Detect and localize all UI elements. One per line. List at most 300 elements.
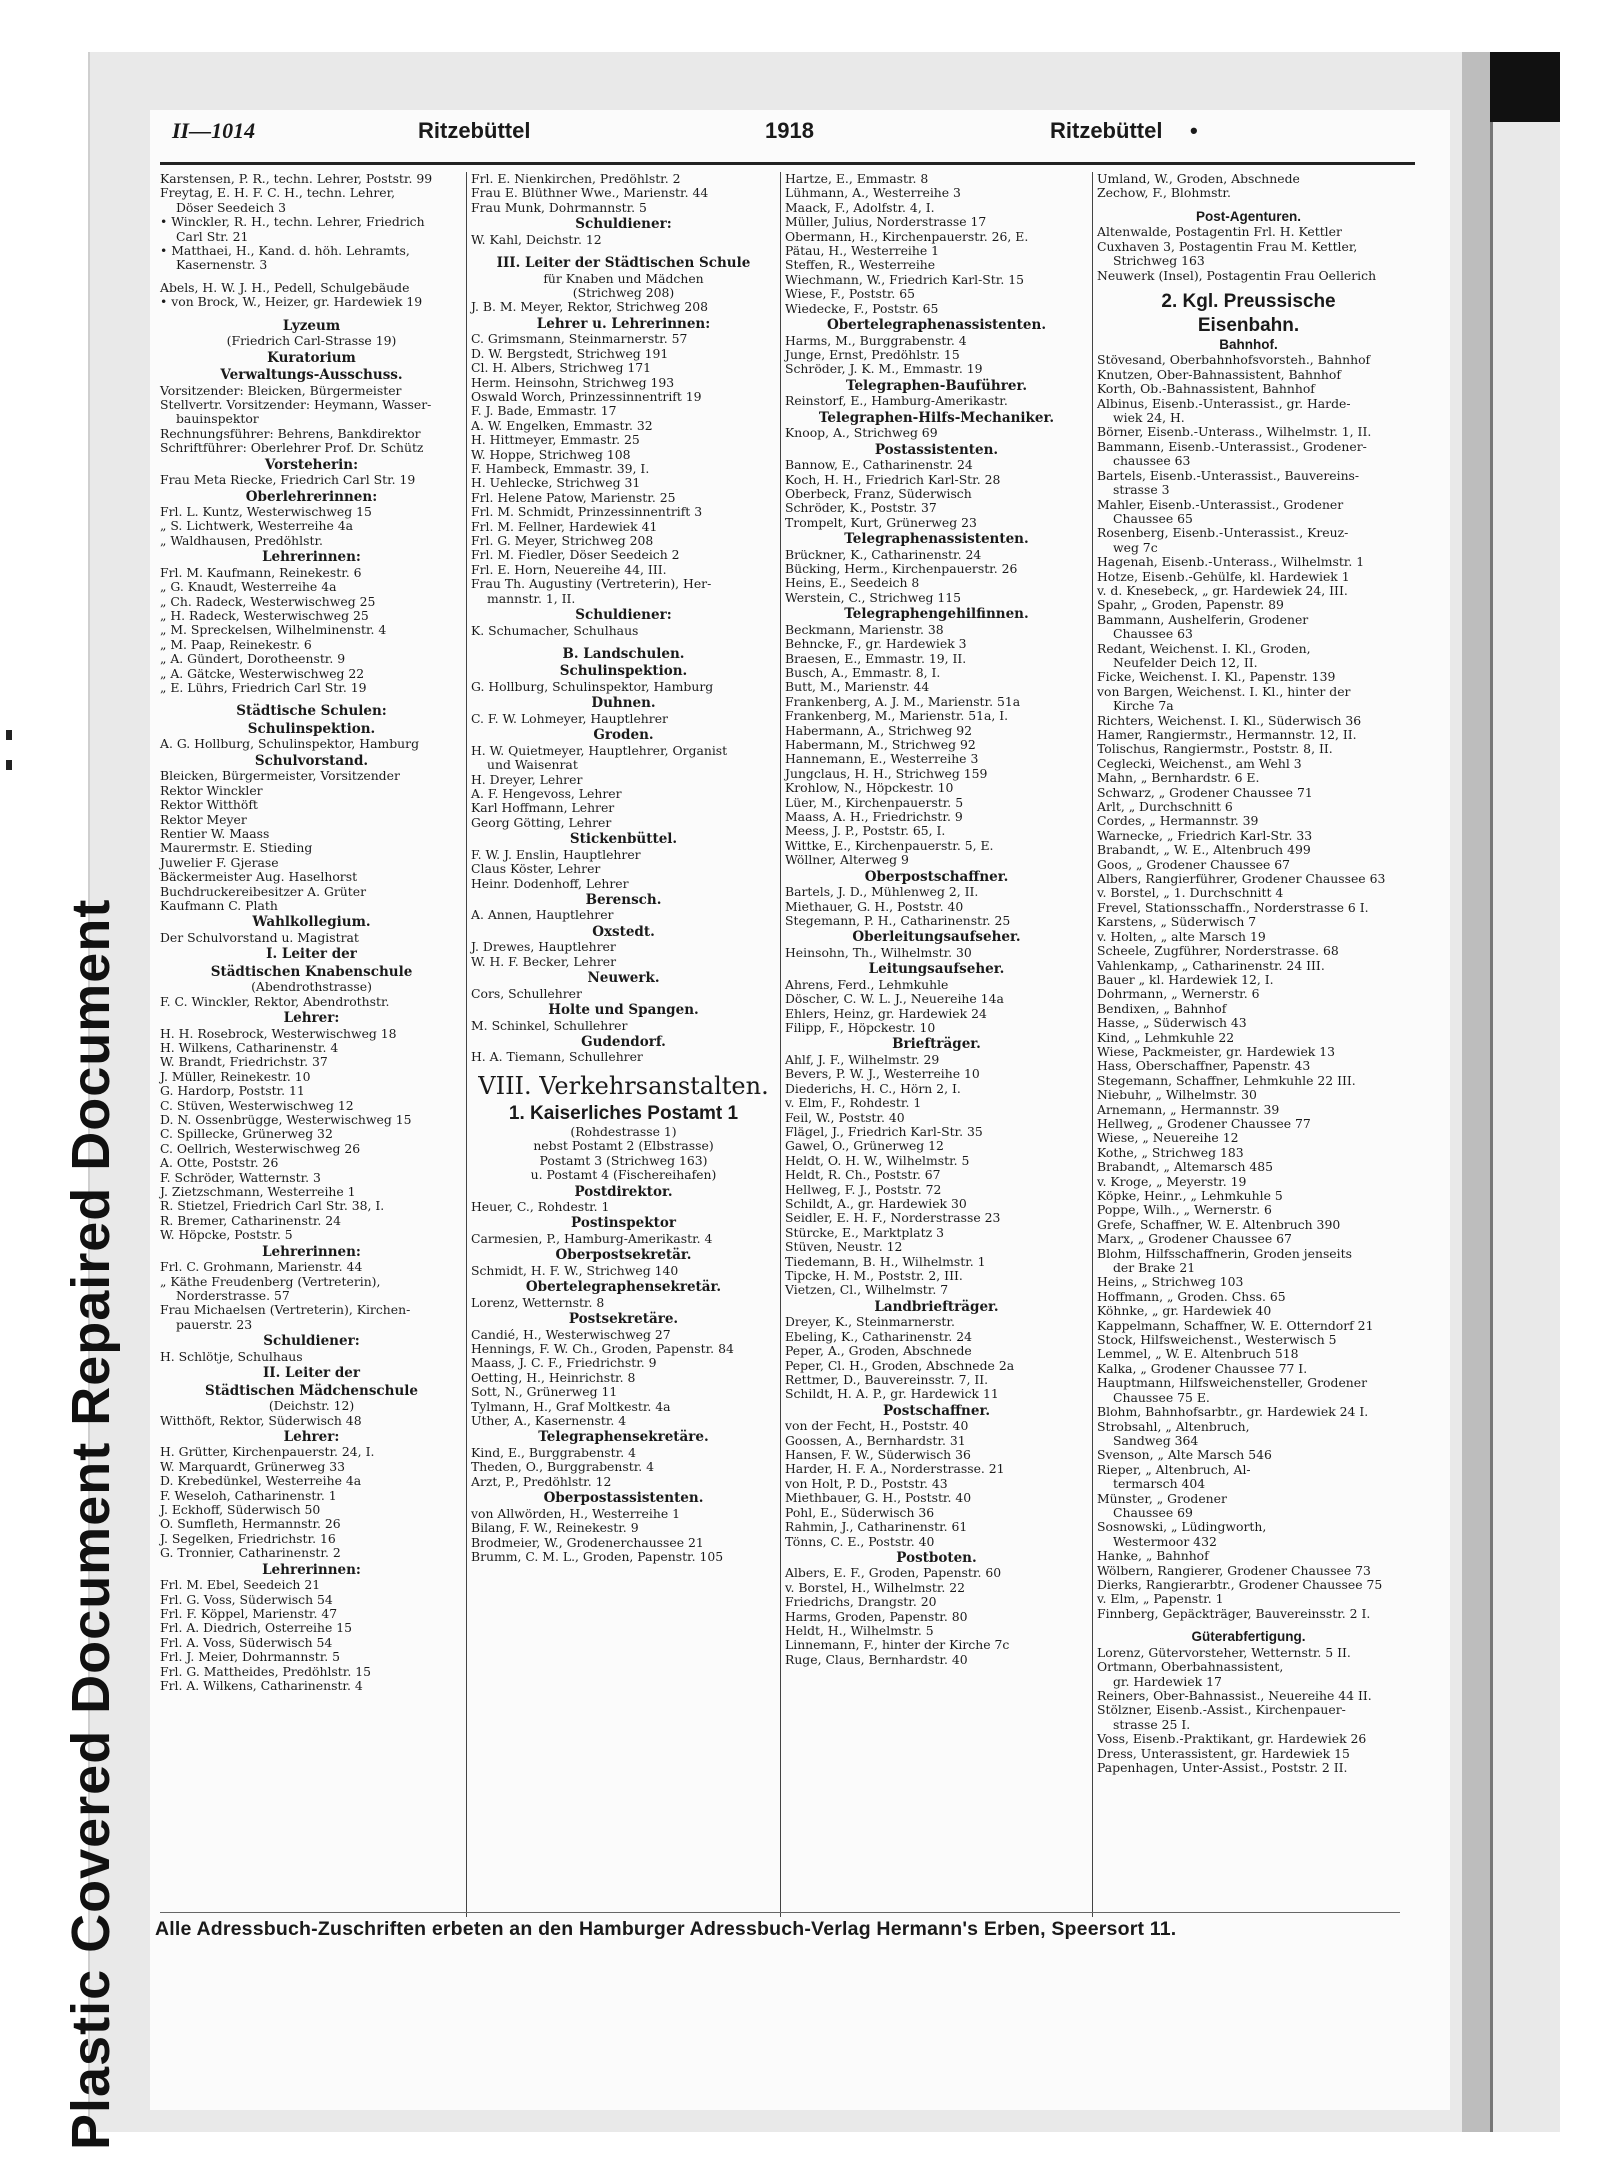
directory-entry: strasse 3 — [1113, 482, 1170, 498]
directory-entry: Cordes, „ Hermannstr. 39 — [1097, 813, 1259, 829]
directory-entry: Wölbern, Rangierer, Grodener Chaussee 73 — [1097, 1562, 1371, 1578]
directory-entry: Hoffmann, „ Groden. Chss. 65 — [1097, 1288, 1286, 1304]
directory-entry: Tolischus, Rangiermstr., Poststr. 8, II. — [1097, 741, 1333, 757]
directory-entry: Steffen, R., Westerreihe — [785, 257, 936, 273]
directory-entry: Kind, „ Lehmkuhle 22 — [1097, 1029, 1235, 1045]
directory-entry: Finnberg, Gepäckträger, Bauvereinsstr. 2 I. — [1097, 1605, 1371, 1621]
directory-entry: A. F. Hengevoss, Lehrer — [471, 786, 622, 801]
directory-entry: Tylmann, H., Graf Moltkestr. 4a — [471, 1398, 671, 1414]
section-heading: Wahlkollegium. — [252, 914, 371, 931]
directory-entry: Stock, Hilfsweichenst., Westerwisch 5 — [1097, 1332, 1337, 1348]
directory-entry: Dierks, Rangierarbtr., Grodener Chaussee 75 — [1097, 1576, 1383, 1592]
footer-rule — [160, 1912, 1400, 1913]
directory-entry: Lühmann, A., Westerreihe 3 — [785, 185, 961, 201]
directory-entry: Schildt, H. A. P., gr. Hardewick 11 — [785, 1386, 999, 1402]
directory-columns — [160, 172, 1400, 1917]
directory-entry: Frau Meta Riecke, Friedrich Carl Str. 19 — [160, 472, 416, 488]
directory-entry: H. Grütter, Kirchenpauerstr. 24, I. — [160, 1444, 375, 1460]
section-heading: Vorsteherin: — [264, 456, 359, 473]
directory-entry: v. Elm, „ Papenstr. 1 — [1097, 1591, 1224, 1607]
directory-entry: H. Hittmeyer, Emmastr. 25 — [471, 432, 640, 448]
directory-entry: M. Schinkel, Schullehrer — [471, 1017, 628, 1033]
directory-entry: v. Elm, F., Rohdestr. 1 — [785, 1095, 922, 1111]
directory-entry: Butt, M., Marienstr. 44 — [785, 679, 930, 695]
directory-entry: Maack, F., Adolfstr. 4, I. — [785, 199, 935, 215]
publisher-footer: Alle Adressbuch-Zuschriften erbeten an den Hamburger Adressbuch-Verlag Hermann's Erben, Speersort 11. — [155, 1918, 1177, 1940]
directory-entry: C. F. W. Lohmeyer, Hauptlehrer — [471, 710, 668, 726]
section-heading: Oberpostschaffner. — [864, 868, 1009, 885]
directory-entry: Brückner, K., Catharinenstr. 24 — [785, 546, 982, 562]
scan-corner-mark — [1490, 52, 1560, 122]
directory-entry: „ M. Paap, Reinekestr. 6 — [160, 636, 312, 652]
directory-entry: Schmidt, H. F. W., Strichweg 140 — [471, 1262, 679, 1278]
directory-entry: Heuer, C., Rohdestr. 1 — [471, 1199, 610, 1214]
header-place-left: Ritzebüttel — [418, 118, 531, 143]
directory-entry: Schriftführer: Oberlehrer Prof. Dr. Schütz — [160, 440, 424, 456]
directory-entry: Rieper, „ Altenbruch, Al- — [1097, 1461, 1251, 1477]
directory-entry: Theden, O., Burggrabenstr. 4 — [471, 1459, 655, 1475]
side-label — [0, 0, 121, 2177]
section-heading: III. Leiter der Städtischen Schule — [496, 255, 751, 272]
directory-entry: Karstensen, P. R., techn. Lehrer, Poststr. 99 — [160, 171, 433, 186]
directory-entry: W. Brandt, Friedrichstr. 37 — [160, 1054, 328, 1070]
directory-entry: Schwarz, „ Grodener Chaussee 71 — [1097, 784, 1313, 800]
directory-entry: Frl. L. Kuntz, Westerwischweg 15 — [160, 504, 372, 519]
section-heading: 2. Kgl. Preussische — [1161, 290, 1336, 312]
directory-entry: Ficke, Weichenst. I. Kl., Papenstr. 139 — [1097, 669, 1336, 685]
directory-entry: wiek 24, H. — [1113, 410, 1185, 426]
directory-entry: Herm. Heinsohn, Strichweg 193 — [471, 374, 675, 390]
directory-entry: (Abendrothstrasse) — [251, 979, 372, 995]
section-heading: Oberpostassistenten. — [543, 1490, 704, 1507]
directory-entry: Chaussee 69 — [1113, 1504, 1193, 1520]
directory-entry: von der Fecht, H., Poststr. 40 — [785, 1418, 969, 1434]
directory-entry: weg 7c — [1113, 539, 1158, 555]
directory-entry: Neufelder Deich 12, II. — [1113, 654, 1258, 670]
directory-entry: Frankenberg, A. J. M., Marienstr. 51a — [785, 693, 1021, 709]
directory-entry: Albers, Rangierführer, Grodener Chaussee 63 — [1097, 871, 1386, 887]
section-heading: Lehrerinnen: — [262, 549, 361, 566]
directory-entry: Linnemann, F., hinter der Kirche 7c — [785, 1637, 1010, 1653]
directory-entry: Der Schulvorstand u. Magistrat — [160, 929, 359, 945]
directory-entry: Korth, Ob.-Bahnassistent, Bahnhof — [1097, 381, 1315, 397]
directory-entry: Börner, Eisenb.-Unterass., Wilhelmstr. 1, II. — [1097, 424, 1372, 440]
section-heading: Verwaltungs-Ausschuss. — [220, 367, 403, 384]
section-heading: Güterabfertigung. — [1191, 1629, 1306, 1645]
directory-entry: „ Ch. Radeck, Westerwischweg 25 — [160, 593, 376, 609]
directory-entry: Maurermstr. E. Stieding — [160, 840, 313, 856]
directory-entry: H. Schlötje, Schulhaus — [160, 1348, 303, 1364]
section-heading: Schulinspektion. — [247, 720, 376, 737]
directory-entry: pauerstr. 23 — [176, 1316, 253, 1332]
directory-entry: Oswald Worch, Prinzessinnentrift 19 — [471, 388, 702, 404]
directory-entry: Rektor Witthöft — [160, 797, 258, 813]
section-heading: Telegraphengehilfinnen. — [844, 606, 1029, 623]
directory-entry: Goossen, A., Bernhardstr. 31 — [785, 1432, 966, 1448]
directory-entry: gr. Hardewiek 17 — [1113, 1673, 1222, 1689]
directory-entry: H. Uehlecke, Strichweg 31 — [471, 475, 641, 491]
directory-entry: Lemmel, „ W. E. Altenbruch 518 — [1097, 1346, 1299, 1362]
directory-entry: G. Hardorp, Poststr. 11 — [160, 1083, 305, 1099]
section-heading: Oberpostsekretär. — [555, 1247, 692, 1264]
directory-entry: H. A. Tiemann, Schullehrer — [471, 1049, 643, 1065]
directory-entry: Hannemann, E., Westerreihe 3 — [785, 751, 979, 767]
section-heading: Lehrer: — [283, 1428, 340, 1445]
directory-entry: Heinsohn, Th., Wilhelmstr. 30 — [785, 944, 972, 960]
directory-entry: Stüven, Neustr. 12 — [785, 1239, 903, 1255]
directory-entry: Cuxhaven 3, Postagentin Frau M. Kettler, — [1097, 238, 1358, 254]
directory-entry: Habermann, M., Strichweg 92 — [785, 737, 976, 752]
section-heading: Holte und Spangen. — [548, 1002, 699, 1019]
directory-entry: Chaussee 63 — [1113, 626, 1193, 642]
directory-entry: Maass, J. C. F., Friedrichstr. 9 — [471, 1355, 657, 1371]
directory-entry: Vahlenkamp, „ Catharinenstr. 24 III. — [1097, 957, 1325, 973]
directory-entry: Maass, A. H., Friedrichstr. 9 — [785, 809, 963, 825]
directory-entry: G. Hollburg, Schulinspektor, Hamburg — [471, 678, 714, 694]
directory-entry: Wiese, „ Neuereihe 12 — [1097, 1130, 1239, 1146]
directory-entry: Frl. G. Meyer, Strichweg 208 — [471, 533, 654, 549]
directory-entry: v. Borstel, „ 1. Durchschnitt 4 — [1097, 885, 1284, 901]
directory-entry: Georg Götting, Lehrer — [471, 814, 612, 830]
directory-entry: Busch, A., Emmastr. 8, I. — [785, 664, 941, 680]
directory-entry: • Matthaei, H., Kand. d. höh. Lehramts, — [160, 243, 410, 259]
directory-entry: Harms, Groden, Papenstr. 80 — [785, 1608, 968, 1624]
directory-entry: Friedrichs, Drangstr. 20 — [785, 1594, 937, 1610]
directory-entry: Werstein, C., Strichweg 115 — [785, 589, 962, 605]
directory-entry: Behncke, F., gr. Hardewiek 3 — [785, 636, 967, 652]
directory-entry: Ahrens, Ferd., Lehmkuhle — [785, 976, 949, 992]
directory-entry: Ebeling, K., Catharinenstr. 24 — [785, 1328, 973, 1344]
directory-entry: Koch, H. H., Friedrich Karl-Str. 28 — [785, 471, 1001, 487]
directory-entry: Oetting, H., Heinrichstr. 8 — [471, 1369, 636, 1385]
directory-entry: v. Borstel, H., Wilhelmstr. 22 — [785, 1579, 966, 1595]
directory-entry: Bücking, Herm., Kirchenpauerstr. 26 — [785, 561, 1018, 577]
directory-entry: bauinspektor — [176, 411, 259, 427]
directory-entry: Stürcke, E., Marktplatz 3 — [785, 1224, 944, 1240]
header-rule — [160, 162, 1415, 165]
directory-entry: Stölzner, Eisenb.-Assist., Kirchenpauer- — [1097, 1702, 1346, 1718]
directory-entry: Buchdruckereibesitzer A. Grüter — [160, 883, 366, 899]
directory-entry: D. N. Ossenbrügge, Westerwischweg 15 — [160, 1112, 412, 1127]
section-heading: Lyzeum — [282, 317, 341, 334]
directory-entry: Heldt, O. H. W., Wilhelmstr. 5 — [785, 1152, 970, 1168]
directory-entry: Bendixen, „ Bahnhof — [1097, 1000, 1227, 1016]
directory-entry: Diederichs, H. C., Hörn 2, I. — [785, 1080, 961, 1096]
directory-entry: Knutzen, Ober-Bahnassistent, Bahnhof — [1097, 366, 1341, 382]
directory-entry: Ortmann, Oberbahnassistent, — [1097, 1659, 1284, 1675]
directory-entry: W. Hoppe, Strichweg 108 — [471, 446, 631, 462]
directory-entry: Heins, „ Strichweg 103 — [1097, 1274, 1244, 1290]
directory-entry: C. Stüven, Westerwischweg 12 — [160, 1097, 354, 1113]
directory-entry: Albers, E. F., Groden, Papenstr. 60 — [785, 1565, 1002, 1581]
directory-entry: Köhnke, „ gr. Hardewiek 40 — [1097, 1303, 1272, 1319]
directory-entry: Jungclaus, H. H., Strichweg 159 — [785, 765, 988, 781]
section-heading: Obertelegraphenassistenten. — [826, 317, 1047, 334]
section-heading: Telegraphen-Bauführer. — [845, 377, 1028, 394]
section-heading: Postboten. — [896, 1549, 977, 1566]
directory-entry: H. Wilkens, Catharinenstr. 4 — [160, 1039, 339, 1055]
section-heading: Leitungsaufseher. — [868, 961, 1005, 978]
section-heading: Postschaffner. — [882, 1402, 991, 1419]
section-heading: Postassistenten. — [874, 441, 999, 458]
directory-entry: Grefe, Schaffner, W. E. Altenbruch 390 — [1097, 1216, 1341, 1232]
directory-entry: Poppe, Wilh., „ Wernerstr. 6 — [1097, 1202, 1272, 1218]
section-heading: Bahnhof. — [1219, 336, 1278, 352]
directory-entry: Frl. A. Wilkens, Catharinenstr. 4 — [160, 1678, 363, 1693]
section-heading: Postinspektor — [571, 1215, 676, 1232]
directory-entry: Cl. H. Albers, Strichweg 171 — [471, 360, 652, 376]
section-heading: 1. Kaiserliches Postamt 1 — [508, 1102, 739, 1124]
directory-entry: • von Brock, W., Heizer, gr. Hardewiek 19 — [160, 294, 423, 310]
directory-entry: Hartze, E., Emmastr. 8 — [785, 171, 929, 186]
directory-entry: Warnecke, „ Friedrich Karl-Str. 33 — [1097, 827, 1313, 843]
directory-entry: Brumm, C. M. L., Groden, Papenstr. 105 — [471, 1548, 724, 1564]
directory-entry: Frl. M. Fellner, Hardewiek 41 — [471, 518, 658, 534]
directory-entry: Strobsahl, „ Altenbruch, — [1097, 1418, 1250, 1434]
directory-entry: Tönns, C. E., Poststr. 40 — [785, 1533, 935, 1549]
directory-entry: Sandweg 364 — [1113, 1432, 1199, 1448]
directory-entry: Hamer, Rangiermstr., Hermannstr. 12, II. — [1097, 727, 1357, 742]
directory-entry: Hotze, Eisenb.-Gehülfe, kl. Hardewiek 1 — [1097, 568, 1350, 584]
directory-entry: J. Segelken, Friedrichstr. 16 — [160, 1530, 336, 1546]
directory-entry: Bammann, Aushelferin, Grodener — [1097, 611, 1309, 627]
directory-entry: Zechow, F., Blohmstr. — [1097, 185, 1231, 201]
section-heading: Berensch. — [585, 891, 662, 908]
directory-entry: Pohl, E., Süderwisch 36 — [785, 1504, 935, 1520]
directory-entry: Richters, Weichenst. I. Kl., Süderwisch 36 — [1097, 712, 1362, 728]
directory-entry: Tiedemann, B. H., Wilhelmstr. 1 — [785, 1253, 986, 1269]
directory-entry: Köpke, Heinr., „ Lehmkuhle 5 — [1097, 1188, 1283, 1203]
directory-entry: Bäckermeister Aug. Haselhorst — [160, 869, 358, 885]
directory-entry: C. Oellrich, Westerwischweg 26 — [160, 1140, 361, 1156]
section-heading: Lehrerinnen: — [262, 1243, 361, 1260]
directory-entry: Mahler, Eisenb.-Unterassist., Grodener — [1097, 496, 1344, 512]
directory-entry: Stegemann, P. H., Catharinenstr. 25 — [785, 912, 1011, 928]
directory-entry: Beckmann, Marienstr. 38 — [785, 621, 944, 637]
directory-entry: u. Postamt 4 (Fischereihafen) — [530, 1167, 717, 1183]
directory-entry: v. d. Knesebeck, „ gr. Hardewiek 24, III. — [1097, 582, 1348, 598]
directory-entry: Döscher, C. W. L. J., Neuereihe 14a — [785, 991, 1004, 1007]
directory-entry: der Brake 21 — [1113, 1260, 1196, 1276]
section-heading: Stickenbüttel. — [569, 831, 678, 848]
directory-entry: Brodmeier, W., Grodenerchaussee 21 — [471, 1534, 704, 1550]
directory-entry: Dohrmann, „ Wernerstr. 6 — [1097, 986, 1260, 1002]
directory-entry: Arlt, „ Durchschnitt 6 — [1097, 799, 1233, 815]
directory-entry: H. Dreyer, Lehrer — [471, 771, 583, 787]
directory-entry: termarsch 404 — [1113, 1476, 1206, 1492]
directory-entry: F. W. J. Enslin, Hauptlehrer — [471, 846, 641, 862]
scan-edge-shadow — [1462, 52, 1490, 2132]
directory-entry: Heins, E., Seedeich 8 — [785, 575, 920, 591]
section-heading: Gudendorf. — [581, 1033, 666, 1050]
directory-entry: Flägel, J., Friedrich Karl-Str. 35 — [785, 1123, 983, 1139]
directory-entry: Hass, Oberschaffner, Papenstr. 43 — [1097, 1058, 1311, 1074]
directory-entry: Wiechmann, W., Friedrich Karl-Str. 15 — [785, 271, 1024, 287]
directory-entry: Frl. M. Kaufmann, Reinekestr. 6 — [160, 564, 362, 580]
directory-entry: Bevers, P. W. J., Westerreihe 10 — [785, 1066, 980, 1082]
section-heading: Oberleitungsaufseher. — [852, 929, 1021, 946]
directory-entry: Sosnowski, „ Lüdingworth, — [1097, 1519, 1267, 1535]
section-heading: Post-Agenturen. — [1195, 208, 1301, 224]
directory-entry: Frau Michaelsen (Vertreterin), Kirchen- — [160, 1302, 411, 1318]
header-year: 1918 — [765, 118, 814, 143]
directory-entry: Bartels, J. D., Mühlenweg 2, II. — [785, 884, 979, 900]
directory-entry: R. Stietzel, Friedrich Carl Str. 38, I. — [160, 1198, 385, 1214]
directory-entry: Frl. A. Diedrich, Osterreihe 15 — [160, 1620, 353, 1636]
directory-entry: Peper, Cl. H., Groden, Abschnede 2a — [785, 1357, 1015, 1373]
section-heading: Eisenbahn. — [1197, 314, 1300, 336]
section-heading: Schuldiener: — [575, 216, 672, 233]
directory-entry: D. Krebedünkel, Westerreihe 4a — [160, 1473, 362, 1489]
section-heading: Oxstedt. — [592, 923, 655, 940]
section-heading: I. Leiter der — [266, 946, 357, 963]
directory-entry: Frevel, Stationsschaffn., Norderstrasse 6 I. — [1097, 899, 1369, 915]
directory-entry: „ Waldhausen, Predöhlstr. — [160, 532, 323, 548]
directory-entry: Kothe, „ Strichweg 183 — [1097, 1144, 1244, 1160]
directory-entry: Heldt, R. Ch., Poststr. 67 — [785, 1167, 941, 1183]
directory-entry: Kappelmann, Schaffner, W. E. Otterndorf 21 — [1097, 1317, 1374, 1333]
directory-entry: Feil, W., Poststr. 40 — [785, 1109, 905, 1125]
directory-entry: J. Müller, Reinekestr. 10 — [160, 1068, 311, 1084]
section-heading: Lehrer: — [283, 1010, 340, 1027]
directory-entry: Westermoor 432 — [1113, 1533, 1217, 1549]
directory-entry: Arzt, P., Predöhlstr. 12 — [471, 1473, 612, 1489]
section-heading: Schulinspektion. — [559, 663, 688, 680]
directory-entry: nebst Postamt 2 (Elbstrasse) — [533, 1138, 714, 1154]
directory-entry: von Holt, P. D., Poststr. 43 — [785, 1475, 948, 1491]
directory-entry: für Knaben und Mädchen — [543, 270, 704, 286]
directory-entry: K. Schumacher, Schulhaus — [471, 622, 639, 638]
directory-entry: (Rohdestrasse 1) — [570, 1123, 677, 1139]
directory-entry: Norderstrasse. 57 — [176, 1287, 290, 1303]
directory-entry: Heinr. Dodenhoff, Lehrer — [471, 875, 629, 891]
directory-entry: F. C. Winckler, Rektor, Abendrothstr. — [160, 993, 390, 1009]
directory-entry: H. H. Rosebrock, Westerwischweg 18 — [160, 1025, 397, 1041]
directory-entry: Bannow, E., Catharinenstr. 24 — [785, 457, 973, 473]
column-2 — [471, 172, 776, 1917]
directory-entry: Cors, Schullehrer — [471, 985, 582, 1001]
directory-entry: Redant, Weichenst. I. Kl., Groden, — [1097, 640, 1311, 656]
directory-entry: Hennings, F. W. Ch., Groden, Papenstr. 84 — [471, 1341, 734, 1357]
directory-entry: O. Sumfleth, Hermannstr. 26 — [160, 1516, 341, 1532]
side-label-text: Plastic Covered Document Repaired Document — [61, 898, 121, 2150]
directory-entry: Habermann, A., Strichweg 92 — [785, 722, 972, 738]
directory-entry: Müller, Julius, Norderstrasse 17 — [785, 214, 987, 230]
directory-entry: Chaussee 65 — [1113, 510, 1193, 526]
section-heading: Telegraphenassistenten. — [844, 531, 1029, 548]
directory-entry: Lüer, M., Kirchenpauerstr. 5 — [785, 794, 964, 810]
directory-entry: Bammann, Eisenb.-Unterassist., Grodener- — [1097, 438, 1367, 454]
directory-entry: „ H. Radeck, Westerwischweg 25 — [160, 607, 369, 623]
directory-entry: Frl. E. Horn, Neuereihe 44, III. — [471, 561, 667, 577]
section-heading: B. Landschulen. — [562, 645, 685, 662]
directory-entry: Schröder, J. K. M., Emmastr. 19 — [785, 361, 983, 377]
directory-entry: Tipcke, H. M., Poststr. 2, III. — [785, 1268, 963, 1283]
section-heading: Städtische Schulen: — [236, 703, 387, 720]
directory-entry: Heldt, H., Wilhelmstr. 5 — [785, 1623, 934, 1639]
directory-entry: Peper, A., Groden, Abschnede — [785, 1343, 972, 1359]
directory-entry: Neuwerk (Insel), Postagentin Frau Oellerich — [1097, 267, 1377, 283]
directory-entry: Papenhagen, Unter-Assist., Poststr. 2 II. — [1097, 1759, 1348, 1775]
directory-entry: Lorenz, Wetternstr. 8 — [471, 1294, 605, 1310]
directory-entry: Reiners, Ober-Bahnassist., Neuereihe 44 II. — [1097, 1687, 1372, 1703]
directory-entry: (Deichstr. 12) — [268, 1398, 355, 1414]
section-heading: Städtischen Mädchenschule — [204, 1382, 418, 1399]
directory-entry: A. Otte, Poststr. 26 — [160, 1155, 279, 1171]
directory-entry: Schröder, K., Poststr. 37 — [785, 500, 937, 516]
directory-entry: Hagenah, Eisenb.-Unterass., Wilhelmstr. 1 — [1097, 554, 1365, 570]
directory-entry: v. Kroge, „ Meyerstr. 19 — [1097, 1173, 1247, 1189]
directory-entry: Wiese, Packmeister, gr. Hardewiek 13 — [1097, 1043, 1336, 1059]
directory-entry: Ehlers, Heinz, gr. Hardewiek 24 — [785, 1005, 987, 1021]
directory-entry: Svenson, „ Alte Marsch 546 — [1097, 1447, 1272, 1463]
directory-entry: Uther, A., Kasernenstr. 4 — [471, 1413, 627, 1429]
directory-entry: Münster, „ Grodener — [1097, 1490, 1227, 1506]
column-4 — [1097, 172, 1400, 1917]
page-header — [160, 118, 1420, 148]
directory-entry: Frau Th. Augustiny (Vertreterin), Her- — [471, 576, 712, 592]
directory-entry: Hanke, „ Bahnhof — [1097, 1548, 1209, 1564]
directory-entry: Frl. G. Mattheides, Predöhlstr. 15 — [160, 1663, 371, 1679]
directory-entry: Harms, M., Burggrabenstr. 4 — [785, 332, 967, 348]
directory-entry: Postamt 3 (Strichweg 163) — [539, 1152, 708, 1168]
section-heading: VIII. Verkehrsanstalten. — [478, 1071, 769, 1100]
directory-entry: F. J. Bade, Emmastr. 17 — [471, 403, 617, 419]
directory-entry: Stegemann, Schaffner, Lehmkuhle 22 III. — [1097, 1072, 1356, 1088]
directory-entry: Chaussee 75 E. — [1113, 1389, 1210, 1405]
directory-entry: W. Höpcke, Poststr. 5 — [160, 1227, 293, 1243]
section-heading: Lehrer u. Lehrerinnen: — [536, 315, 711, 332]
directory-entry: Kasernenstr. 3 — [176, 257, 268, 273]
directory-entry: Rentier W. Maass — [160, 825, 270, 841]
directory-entry: Albinus, Eisenb.-Unterassist., gr. Harde- — [1097, 395, 1351, 411]
section-heading: Postdirektor. — [574, 1183, 673, 1200]
directory-entry: Rektor Meyer — [160, 811, 247, 827]
directory-entry: Bleicken, Bürgermeister, Vorsitzender — [160, 768, 400, 784]
directory-entry: Frl. C. Grohmann, Marienstr. 44 — [160, 1259, 363, 1275]
directory-entry: Trompelt, Kurt, Grünerweg 23 — [785, 514, 977, 530]
directory-entry: Bauer „ kl. Hardewiek 12, I. — [1097, 971, 1274, 987]
section-heading: Schulvorstand. — [254, 752, 369, 769]
directory-entry: mannstr. 1, II. — [487, 590, 576, 606]
section-heading: Schuldiener: — [263, 1333, 360, 1350]
directory-entry: „ G. Knaudt, Westerreihe 4a — [160, 579, 337, 595]
directory-entry: Carmesien, P., Hamburg-Amerikastr. 4 — [471, 1230, 713, 1246]
directory-entry: • Winckler, R. H., techn. Lehrer, Friedrich — [160, 214, 425, 230]
directory-entry: D. W. Bergstedt, Strichweg 191 — [471, 345, 669, 361]
directory-entry: v. Holten, „ alte Marsch 19 — [1097, 928, 1266, 944]
directory-entry: Karstens, „ Süderwisch 7 — [1097, 914, 1257, 930]
directory-entry: „ E. Lührs, Friedrich Carl Str. 19 — [160, 679, 367, 695]
directory-entry: Dress, Unterassistent, gr. Hardewiek 15 — [1097, 1745, 1350, 1761]
directory-entry: Seidler, E. H. F., Norderstrasse 23 — [785, 1210, 1001, 1226]
page-number: II—1014 — [172, 118, 256, 143]
section-heading: Kuratorium — [267, 349, 356, 366]
directory-entry: Vietzen, Cl., Wilhelmstr. 7 — [785, 1282, 949, 1298]
directory-entry: Vorsitzender: Bleicken, Bürgermeister — [160, 382, 402, 398]
directory-entry: Harder, H. F. A., Norderstrasse. 21 — [785, 1461, 1005, 1477]
directory-entry: F. Schröder, Watternstr. 3 — [160, 1169, 321, 1185]
directory-entry: Hansen, F. W., Süderwisch 36 — [785, 1447, 971, 1463]
directory-entry: G. Tronnier, Catharinenstr. 2 — [160, 1545, 341, 1561]
directory-entry: Oberbeck, Franz, Süderwisch — [785, 485, 972, 501]
section-heading: Schuldiener: — [575, 607, 672, 624]
header-place-right: Ritzebüttel — [1050, 118, 1163, 143]
section-heading: II. Leiter der — [262, 1365, 361, 1382]
header-mark: • — [1190, 118, 1198, 143]
directory-entry: Goos, „ Grodener Chaussee 67 — [1097, 856, 1291, 872]
section-heading: Landbriefträger. — [874, 1298, 999, 1315]
